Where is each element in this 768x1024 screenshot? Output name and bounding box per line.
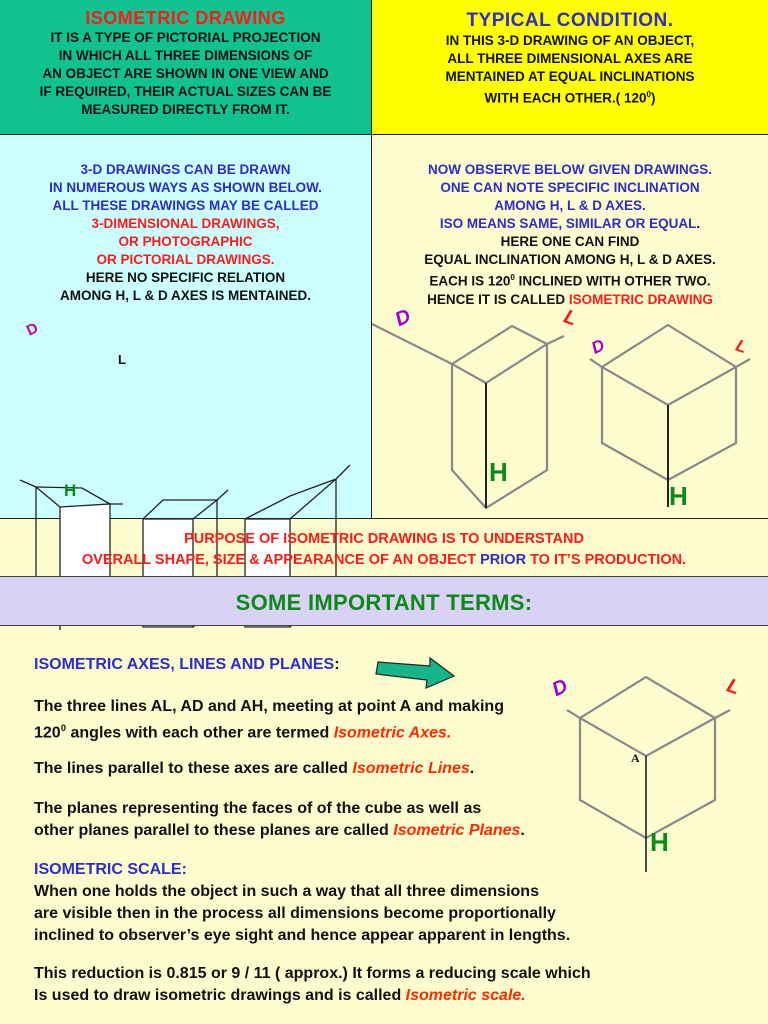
isometric-planes-paragraph: The planes representing the faces of of the cube as well as other planes parallel to these planes are called Isometric Planes.: [34, 800, 525, 839]
l-axis-label: L: [723, 674, 743, 700]
h-axis-label: H: [489, 457, 508, 487]
panel-title: ISOMETRIC DRAWING: [85, 8, 286, 28]
equal-inclination-line: EQUAL INCLINATION AMONG H, L & D AXES.: [424, 252, 716, 267]
definition-line: IN WHICH ALL THREE DIMENSIONS OF: [58, 48, 313, 63]
l-axis-label: L: [733, 335, 750, 358]
h-axis-label: H: [650, 827, 669, 857]
condition-line: MENTAINED AT EQUAL INCLINATIONS: [445, 69, 695, 84]
panel-title: TYPICAL CONDITION.: [466, 10, 674, 31]
condition-line: WITH EACH OTHER.( $120^0$): [484, 90, 656, 106]
reduction-paragraph: This reduction is 0.815 or 9 / 11 ( approx.) It forms a reducing scale which Is used to draw isometric drawings and is called Isometric scale.: [34, 965, 591, 1004]
d-axis-label: D: [588, 335, 608, 358]
condition-line: IN THIS 3-D DRAWING OF AN OBJECT,: [445, 33, 695, 48]
hence-line: HENCE IT IS CALLED ISOMETRIC DRAWING: [427, 291, 713, 307]
d-axis-label: D: [23, 319, 41, 340]
purpose-statement: [0, 529, 768, 571]
h-axis-label: H: [64, 481, 77, 500]
definition-line: AN OBJECT ARE SHOWN IN ONE VIEW AND: [42, 66, 329, 81]
typical-condition-panel: [372, 0, 768, 135]
observe-line: AMONG H, L & D AXES.: [494, 198, 646, 213]
definition-line: MEASURED DIRECTLY FROM IT.: [81, 102, 290, 117]
definition-line: IF REQUIRED, THEIR ACTUAL SIZES CAN BE: [39, 84, 332, 99]
terms-title: SOME IMPORTANT TERMS:: [235, 590, 533, 615]
drawing-type-line: OR PICTORIAL DRAWINGS.: [96, 252, 275, 267]
iso-meaning-line: ISO MEANS SAME, SIMILAR OR EQUAL.: [439, 216, 701, 231]
drawing-type-line: 3-DIMENSIONAL DRAWINGS,: [91, 216, 280, 231]
drawing-type-line: OR PHOTOGRAPHIC: [118, 234, 253, 249]
intro-line: 3-D DRAWINGS CAN BE DRAWN: [80, 162, 291, 177]
observe-line: NOW OBSERVE BELOW GIVEN DRAWINGS.: [427, 162, 713, 177]
l-axis-label: L: [118, 352, 126, 367]
condition-line: ALL THREE DIMENSIONAL AXES ARE: [447, 51, 693, 66]
definition-line: IT IS A TYPE OF PICTORIAL PROJECTION: [50, 30, 321, 45]
inclination-angle-line: EACH IS $120^0$ INCLINED WITH OTHER TWO.: [429, 273, 711, 289]
arrow-icon: [374, 656, 454, 696]
purpose-line: OVERALL SHAPE, SIZE & APPEARANCE OF AN OBJECT PRIOR TO IT’S PRODUCTION.: [81, 552, 687, 568]
d-axis-label: D: [391, 305, 415, 332]
isometric-observation-panel: [372, 135, 768, 519]
intro-line: IN NUMEROUS WAYS AS SHOWN BELOW.: [49, 180, 322, 195]
l-axis-label: L: [560, 305, 580, 331]
h-axis-label: H: [669, 481, 688, 511]
observe-line: ONE CAN NOTE SPECIFIC INCLINATION: [440, 180, 700, 195]
isometric-scale-paragraph: ISOMETRIC SCALE: When one holds the object in such a way that all three dimensions are visible then in the process all dimensions become proportionally inclined to observer’s eye sight and hence appear apparent in lengths.: [34, 861, 571, 944]
intro-line: ALL THESE DRAWINGS MAY BE CALLED: [52, 198, 319, 213]
relation-line: HERE NO SPECIFIC RELATION: [85, 270, 286, 285]
purpose-line: PURPOSE OF ISOMETRIC DRAWING IS TO UNDERSTAND: [184, 531, 584, 547]
equal-inclination-line: HERE ONE CAN FIND: [500, 234, 640, 249]
isometric-drawing-panel: [0, 0, 372, 135]
relation-line: AMONG H, L & D AXES IS MENTAINED.: [59, 288, 311, 303]
terms-header: [0, 576, 768, 626]
axes-heading: ISOMETRIC AXES, LINES AND PLANES:: [34, 656, 340, 673]
non-isometric-boxes-illustration: [0, 135, 372, 519]
isometric-axes-paragraph: The three lines AL, AD and AH, meeting at point A and making $120^0$ angles with each other are termed Isometric Axes.: [34, 698, 504, 742]
scale-heading: ISOMETRIC SCALE:: [34, 861, 187, 878]
d-axis-label: D: [548, 675, 572, 702]
a-point-label: A: [631, 751, 640, 765]
pictorial-drawings-panel: [0, 135, 372, 519]
isometric-lines-paragraph: The lines parallel to these axes are called Isometric Lines.: [34, 760, 475, 777]
